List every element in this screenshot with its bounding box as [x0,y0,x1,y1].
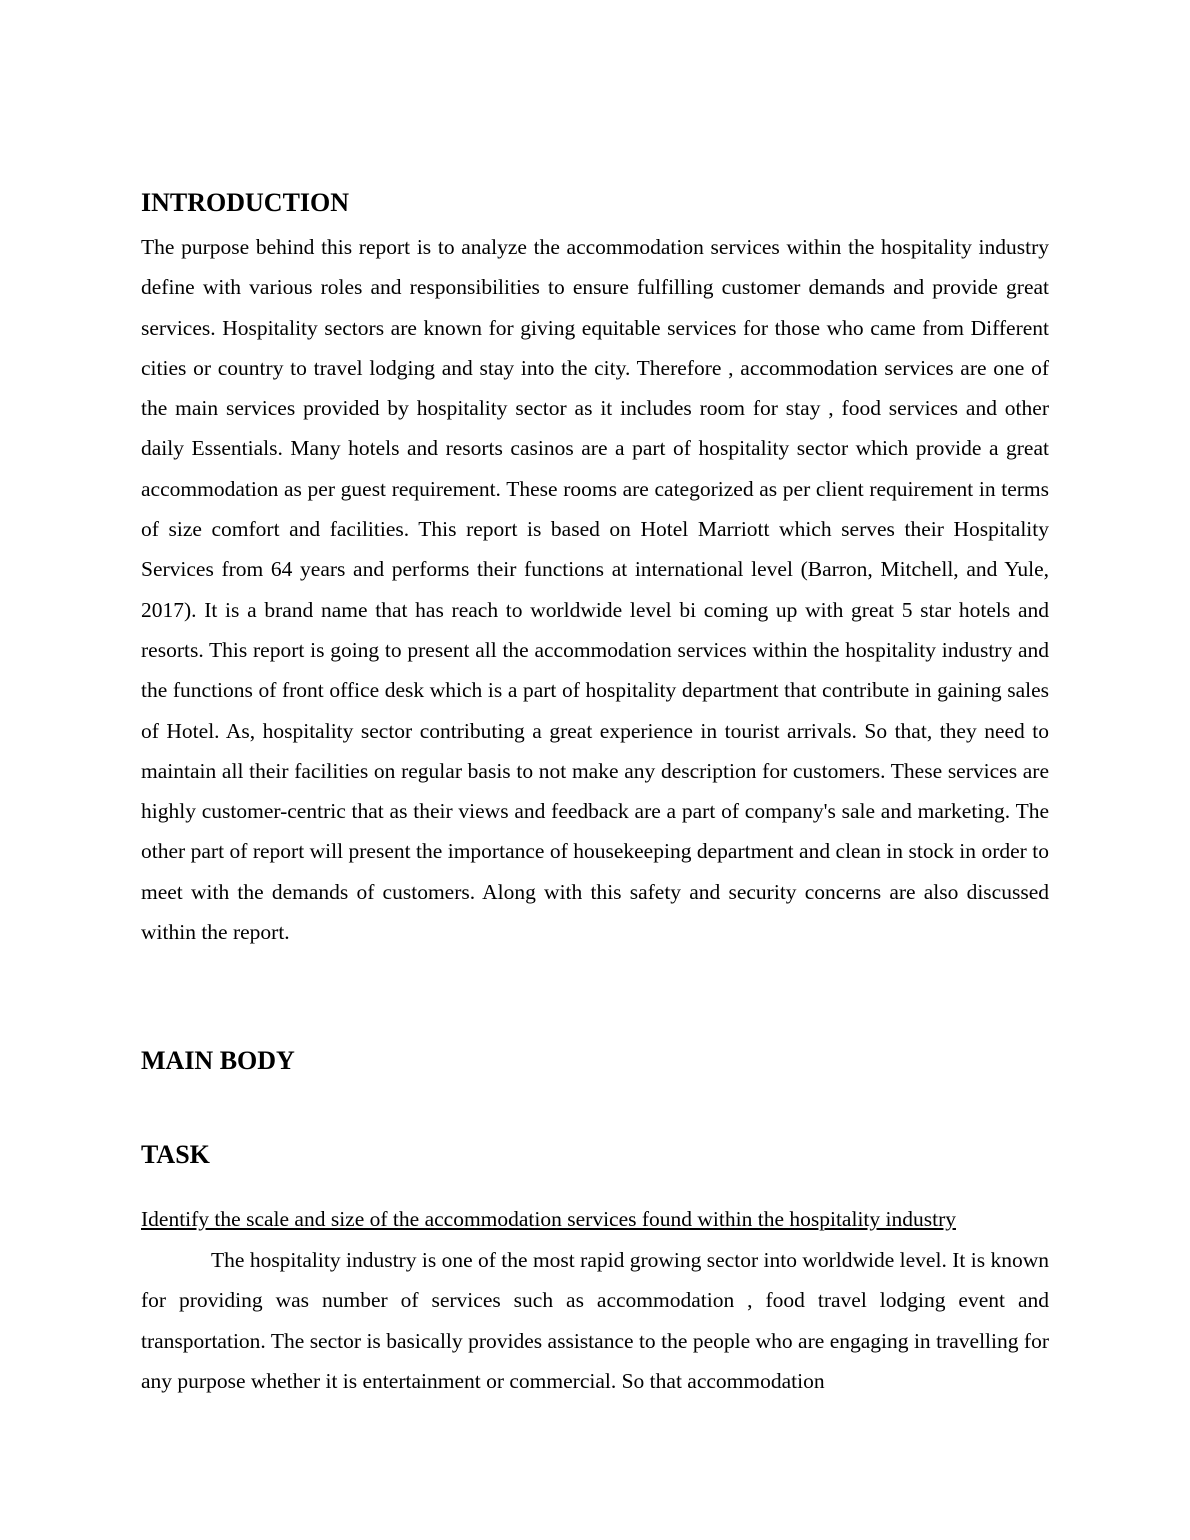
task-heading: TASK [141,1140,210,1169]
introduction-paragraph: The purpose behind this report is to analyze the accommodation services within the hospitality industry define with various roles and responsibilities to ensure fulfilling customer demands and provide great services. Hospitality sectors are known for giving equitable services for those who came from Different cities or country to travel lodging and stay into the city. Therefore , accommodation services are one of the main services provided by hospitality sector as it includes room for stay , food services and other daily Essentials. Many hotels and resorts casinos are a part of hospitality sector which provide a great accommodation as per guest requirement. These rooms are categorized as per client requirement in terms of size comfort and facilities. This report is based on Hotel Marriott which serves their Hospitality Services from 64 years and performs their functions at international level (Barron, Mitchell, and Yule, 2017). It is a brand name that has reach to worldwide level bi coming up with great 5 star hotels and resorts. This report is going to present all the accommodation services within the hospitality industry and the functions of front office desk which is a part of hospitality department that contribute in gaining sales of Hotel. As, hospitality sector contributing a great experience in tourist arrivals. So that, they need to maintain all their facilities on regular basis to not make any description for customers. These services are highly customer-centric that as their views and feedback are a part of company's sale and marketing. The other part of report will present the importance of housekeeping department and clean in stock in order to meet with the demands of customers. Along with this safety and security concerns are also discussed within the report. [141,235,1049,945]
introduction-heading: INTRODUCTION [141,188,350,217]
task-paragraph: The hospitality industry is one of the most rapid growing sector into worldwide level. It is known for providing was number of services such as accommodation , food travel lodging event and transportation. The sector is basically provides assistance to the people who are engaging in travelling for any purpose whether it is entertainment or commercial. So that accommodation [141,1248,1049,1393]
task-subheading: Identify the scale and size of the accommodation services found within the hospitality industry [141,1207,956,1231]
main-body-heading: MAIN BODY [141,1046,295,1075]
